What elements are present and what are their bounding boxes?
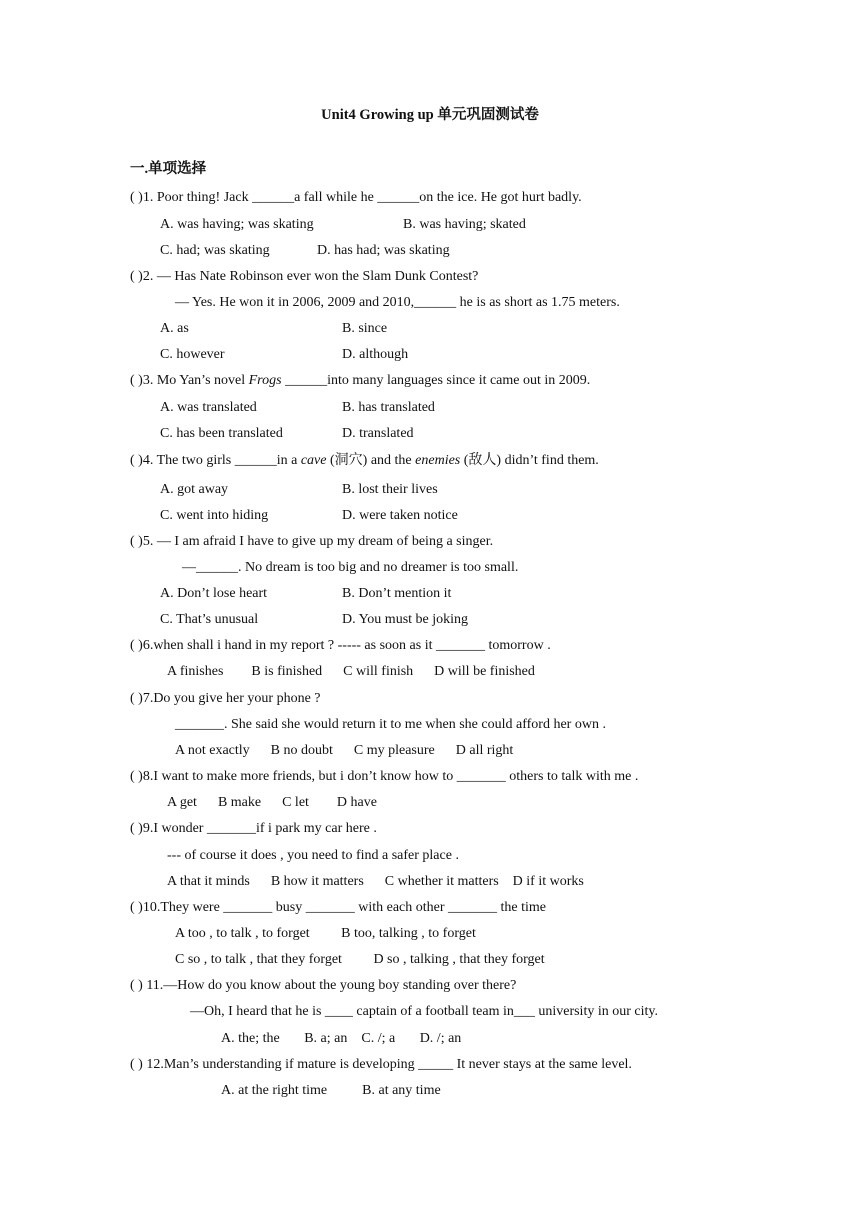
question-2-option-b: B. since — [342, 321, 388, 336]
question-3-option-c: C. has been translated — [160, 426, 283, 441]
question-3-option-d: D. translated — [342, 426, 414, 441]
question-5-stem-reply: —______. No dream is too big and no dreamer is too small. — [182, 560, 519, 575]
question-1-option-a: A. was having; was skating — [160, 217, 314, 232]
question-9-options: A that it minds B how it matters C whether it matters D if it works — [167, 874, 584, 889]
question-5-option-c: C. That’s unusual — [160, 612, 259, 627]
question-6-options: A finishes B is finished C will finish D will be finished — [167, 664, 535, 679]
question-2-option-d: D. although — [342, 347, 409, 362]
question-11-stem-reply: —Oh, I heard that he is ____ captain of a football team in___ university in our city. — [190, 1004, 658, 1019]
question-3-option-a: A. was translated — [160, 400, 257, 415]
question-1-stem: ( )1. Poor thing! Jack ______a fall while he ______on the ice. He got hurt badly. — [130, 190, 582, 205]
question-5-option-b: B. Don’t mention it — [342, 586, 452, 601]
question-7-stem: ( )7.Do you give her your phone ? — [130, 691, 321, 706]
section-heading: 一.单项选择 — [130, 161, 207, 177]
question-5-option-a: A. Don’t lose heart — [160, 586, 268, 601]
question-12-options: A. at the right time B. at any time — [221, 1083, 441, 1098]
question-8-stem: ( )8.I want to make more friends, but i don’t know how to _______ others to talk with me . — [130, 769, 639, 784]
question-5-option-d: D. You must be joking — [342, 612, 469, 627]
question-4-option-d: D. were taken notice — [342, 508, 458, 523]
question-5-stem: ( )5. — I am afraid I have to give up my dream of being a singer. — [130, 534, 494, 549]
question-10-options-1: A too , to talk , to forget B too, talking , to forget — [175, 926, 476, 941]
question-11-stem: ( ) 11.—How do you know about the young boy standing over there? — [130, 978, 517, 993]
question-2-option-c: C. however — [160, 347, 225, 362]
question-4-stem: ( )4. The two girls ______in a cave (洞穴) and the enemies (敌人) didn’t find them. — [130, 453, 599, 468]
question-9-stem: ( )9.I wonder _______if i park my car here . — [130, 821, 377, 836]
question-7-options: A not exactly B no doubt C my pleasure D all right — [175, 743, 514, 758]
question-7-stem-reply: _______. She said she would return it to me when she could afford her own . — [175, 717, 606, 732]
question-4-option-b: B. lost their lives — [342, 482, 438, 497]
question-2-stem: ( )2. — Has Nate Robinson ever won the Slam Dunk Contest? — [130, 269, 479, 284]
question-4-option-c: C. went into hiding — [160, 508, 269, 523]
question-11-options: A. the; the B. a; an C. /; a D. /; an — [221, 1031, 462, 1046]
question-4-option-a: A. got away — [160, 482, 229, 497]
question-1-option-c: C. had; was skating — [160, 243, 270, 258]
question-8-options: A get B make C let D have — [167, 795, 377, 810]
question-2-option-a: A. as — [160, 321, 189, 336]
question-10-options-2: C so , to talk , that they forget D so , talking , that they forget — [175, 952, 545, 967]
page-title: Unit4 Growing up 单元巩固测试卷 — [321, 107, 539, 123]
question-3-option-b: B. has translated — [342, 400, 435, 415]
question-1-option-d: D. has had; was skating — [317, 243, 450, 258]
question-6-stem: ( )6.when shall i hand in my report ? ----- as soon as it _______ tomorrow . — [130, 638, 551, 653]
question-10-stem: ( )10.They were _______ busy _______ with each other _______ the time — [130, 900, 547, 915]
question-9-stem-reply: --- of course it does , you need to find a safer place . — [167, 848, 459, 863]
question-2-stem-reply: — Yes. He won it in 2006, 2009 and 2010,______ he is as short as 1.75 meters. — [175, 295, 620, 310]
question-3-stem: ( )3. Mo Yan’s novel Frogs ______into many languages since it came out in 2009. — [130, 373, 591, 388]
question-12-stem: ( ) 12.Man’s understanding if mature is developing _____ It never stays at the same level. — [130, 1057, 632, 1072]
question-1-option-b: B. was having; skated — [403, 217, 526, 232]
